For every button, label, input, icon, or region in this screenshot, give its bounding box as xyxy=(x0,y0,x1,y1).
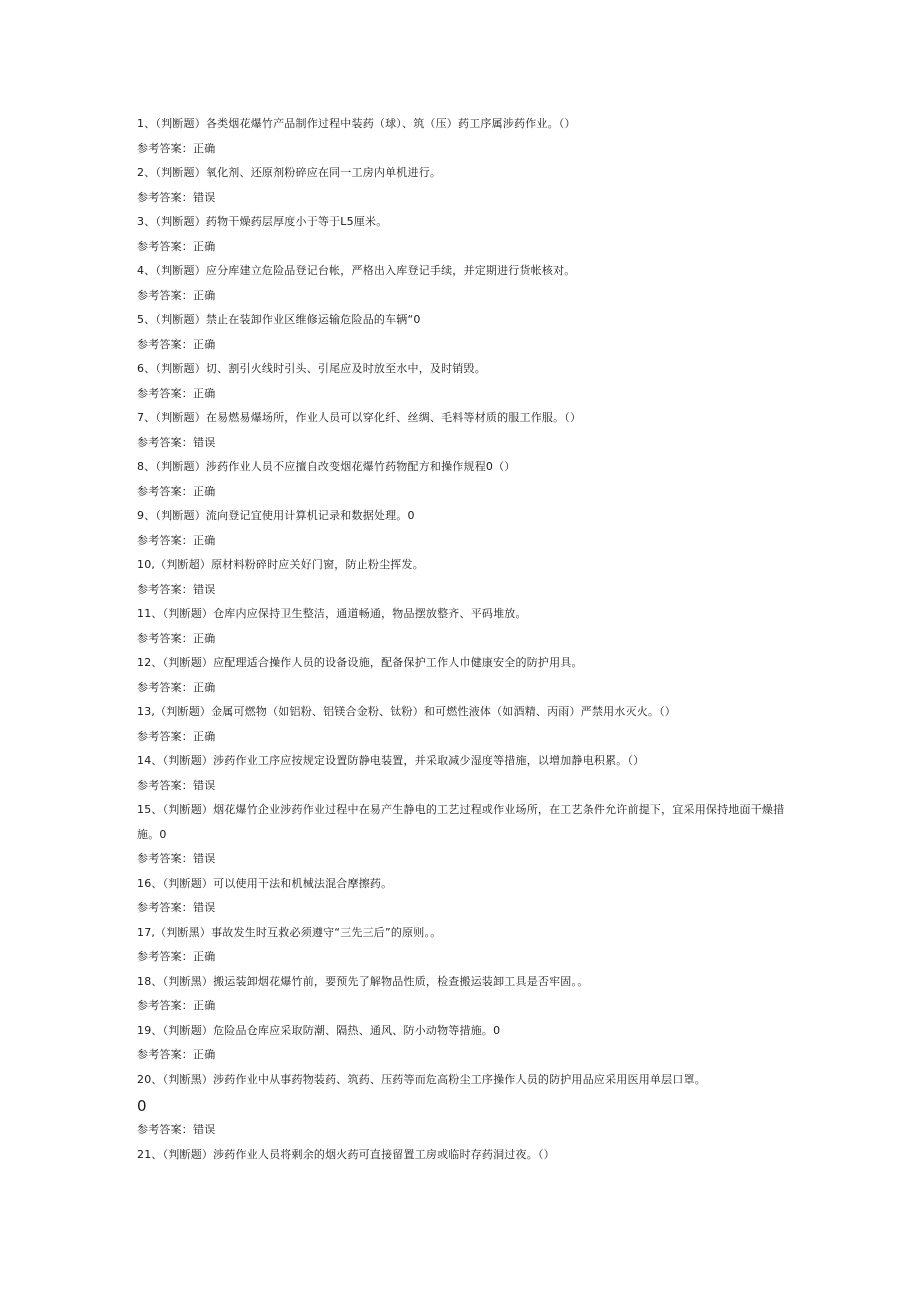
answer-text: 参考答案：错误 xyxy=(137,778,216,792)
question-text: 11、（判断题）仓库内应保持卫生整洁，通道畅通，物品摆放整齐、平码堆放。 xyxy=(137,607,527,620)
answer-text: 参考答案：错误 xyxy=(137,190,216,204)
question-text: 7、（判断题）在易燃易爆场所，作业人员可以穿化纤、丝绸、毛料等材质的服工作服。（） xyxy=(137,411,582,424)
list-item xyxy=(137,1019,787,1068)
question-text: 1、（判断题）各类烟花爆竹产品制作过程中装药（球）、筑（压）药工序属涉药作业。（） xyxy=(137,117,576,130)
list-item xyxy=(137,553,787,602)
question-text: 15、（判断题）烟花爆竹企业涉药作业过程中在易产生静电的工艺过程或作业场所，在工艺条件允许前提下，宜采用保持地面干燥措施。0 xyxy=(137,803,785,841)
question-text-tail: 0 xyxy=(137,1097,147,1115)
question-text: 12、（判断题）应配理适合操作人员的设备设施，配备保护工作人巾健康安全的防护用具。 xyxy=(137,656,583,669)
list-item xyxy=(137,308,787,357)
list-item xyxy=(137,259,787,308)
list-item xyxy=(137,921,787,970)
question-text: 2、（判断题）氧化剂、还原剂粉碎应在同一工房内单机进行。 xyxy=(137,166,442,179)
answer-text: 参考答案：正确 xyxy=(137,288,216,302)
answer-text: 参考答案：正确 xyxy=(137,631,216,645)
question-text: 13,（判断题）金属可燃物（如铝粉、铝镁合金粉、钛粉）和可燃性液体（如酒精、丙雨）严禁用水灭火。（） xyxy=(137,705,676,718)
question-text: 17,（判断黑）事故发生时互救必须遵守“三先三后”的原则。。 xyxy=(137,925,442,939)
question-text: 21、（判断题）涉药作业人员将剩余的烟火药可直接留置工房或临时存药洞过夜。（） xyxy=(137,1147,555,1161)
list-item xyxy=(137,112,787,161)
answer-text: 参考答案：正确 xyxy=(137,337,216,351)
question-text: 5、（判断题）禁止在装卸作业区维修运输危险品的车辆“0 xyxy=(137,313,421,326)
answer-text: 参考答案：正确 xyxy=(137,484,216,498)
list-item xyxy=(137,872,787,921)
answer-text: 参考答案：正确 xyxy=(137,239,216,253)
answer-text: 参考答案：正确 xyxy=(137,729,216,743)
list-item xyxy=(137,798,787,872)
question-text: 3、（判断题）药物干燥药层厚度小于等于L5厘米。 xyxy=(137,215,388,228)
list-item xyxy=(137,357,787,406)
question-text: 8、（判断题）涉药作业人员不应擅自改变烟花爆竹药物配方和操作规程0（） xyxy=(137,460,516,473)
answer-text: 参考答案：错误 xyxy=(137,852,216,865)
question-text: 20、（判断黑）涉药作业中从事药物装药、筑药、压药等而危高粉尘工序操作人员的防护用品应采用医用单层口罩。 xyxy=(137,1072,706,1086)
answer-text: 参考答案：错误 xyxy=(137,901,216,914)
answer-text: 参考答案：错误 xyxy=(137,435,216,449)
answer-text: 参考答案：正确 xyxy=(137,1048,216,1061)
list-item xyxy=(137,970,787,1019)
answer-text: 参考答案：错误 xyxy=(137,582,216,596)
question-list xyxy=(137,112,787,1167)
list-item xyxy=(137,210,787,259)
answer-text: 参考答案：正确 xyxy=(137,386,216,400)
list-item xyxy=(137,161,787,210)
question-text: 4、（判断题）应分库建立危险品登记台帐，严格出入库登记手续，并定期进行货帐核对。 xyxy=(137,264,576,277)
list-item xyxy=(137,455,787,504)
list-item xyxy=(137,504,787,553)
list-item xyxy=(137,406,787,455)
answer-text: 参考答案：正确 xyxy=(137,680,216,694)
answer-text: 参考答案：正确 xyxy=(137,950,216,963)
answer-text: 参考答案：正确 xyxy=(137,141,216,155)
question-text: 9、（判断题）流向登记宜使用计算机记录和数据处理。0 xyxy=(137,509,415,522)
list-item xyxy=(137,651,787,700)
answer-text: 参考答案：错误 xyxy=(137,1123,216,1136)
question-text: 18、（判断黑）搬运装卸烟花爆竹前，要预先了解物品性质，检查搬运装卸工具是否牢固。。 xyxy=(137,974,589,988)
list-item xyxy=(137,602,787,651)
question-text: 6、（判断题）切、割引火线时引头、引尾应及时放至水中，及时销毁。 xyxy=(137,362,486,375)
question-text: 10,（判断超）原材料粉碎时应关好门窗，防止粉尘挥发。 xyxy=(137,558,424,571)
list-item xyxy=(137,1068,787,1143)
answer-text: 参考答案：正确 xyxy=(137,533,216,547)
question-text: 16、（判断题）可以使用干法和机械法混合摩擦药。 xyxy=(137,876,393,890)
question-text: 14、（判断题）涉药作业工序应按规定设置防静电装置，并采取减少湿度等措施，以增加静电积累。（） xyxy=(137,754,645,767)
question-text: 19、（判断题）危险品仓库应采取防潮、隔热、通风、防小动物等措施。0 xyxy=(137,1023,501,1037)
list-item xyxy=(137,1143,787,1168)
list-item xyxy=(137,700,787,749)
list-item xyxy=(137,749,787,798)
answer-text: 参考答案：正确 xyxy=(137,999,216,1012)
